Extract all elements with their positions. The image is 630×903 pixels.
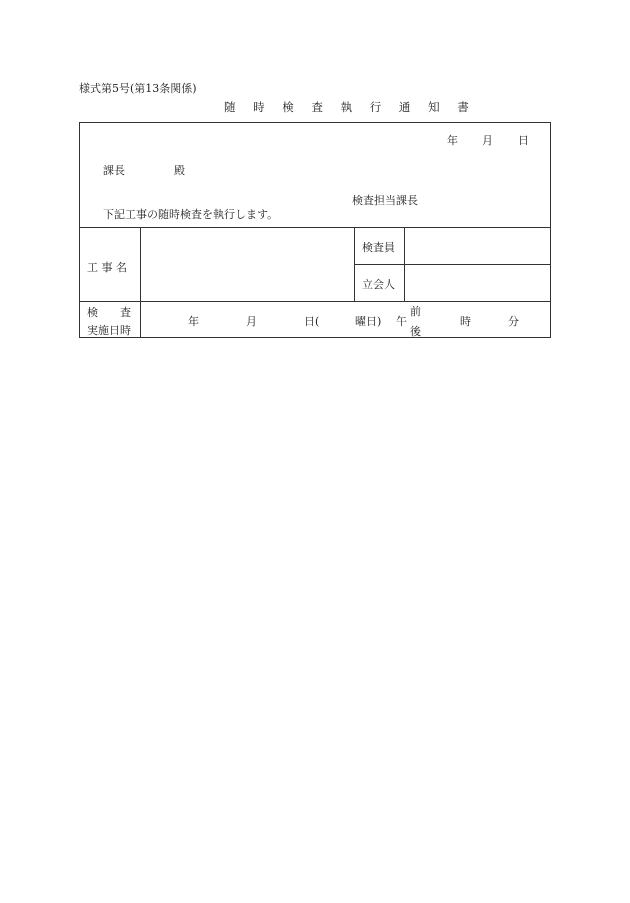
schedule-month-label: 月 — [246, 315, 257, 328]
date-year-label: 年 — [447, 134, 458, 147]
addressee-title: 課長 — [103, 164, 125, 177]
notice-body: 下記工事の随時検査を執行します。 — [103, 208, 279, 221]
document-title: 随 時 検 査 執 行 通 知 書 — [224, 100, 476, 114]
hour-label: 時 — [460, 315, 471, 328]
table-top-divider — [80, 227, 551, 228]
inspector-witness-divider — [354, 264, 551, 265]
honorific: 殿 — [174, 164, 185, 177]
am-pm-prefix: 午 — [396, 315, 407, 328]
form-number-label: 様式第5号(第13条関係) — [79, 82, 197, 95]
inspection-label-line2: 実施日時 — [87, 324, 131, 337]
date-day-label: 日 — [518, 134, 529, 147]
schedule-row-divider — [80, 301, 551, 302]
inspection-label-line1: 検 査 — [87, 306, 131, 319]
inspector-label: 検査員 — [362, 241, 395, 254]
weekday-label: 曜日) — [355, 315, 382, 328]
sender-title: 検査担当課長 — [352, 194, 418, 207]
witness-label: 立会人 — [362, 278, 395, 291]
schedule-day-label: 日( — [304, 315, 320, 328]
pm-label: 後 — [410, 325, 421, 338]
project-name-label: 工 事 名 — [87, 261, 127, 274]
notice-form — [79, 122, 551, 338]
minute-label: 分 — [508, 315, 519, 328]
label-column-divider — [140, 227, 141, 338]
schedule-year-label: 年 — [188, 315, 199, 328]
role-value-divider — [404, 227, 405, 301]
role-column-divider — [354, 227, 355, 301]
date-month-label: 月 — [482, 134, 493, 147]
am-label: 前 — [410, 305, 421, 318]
